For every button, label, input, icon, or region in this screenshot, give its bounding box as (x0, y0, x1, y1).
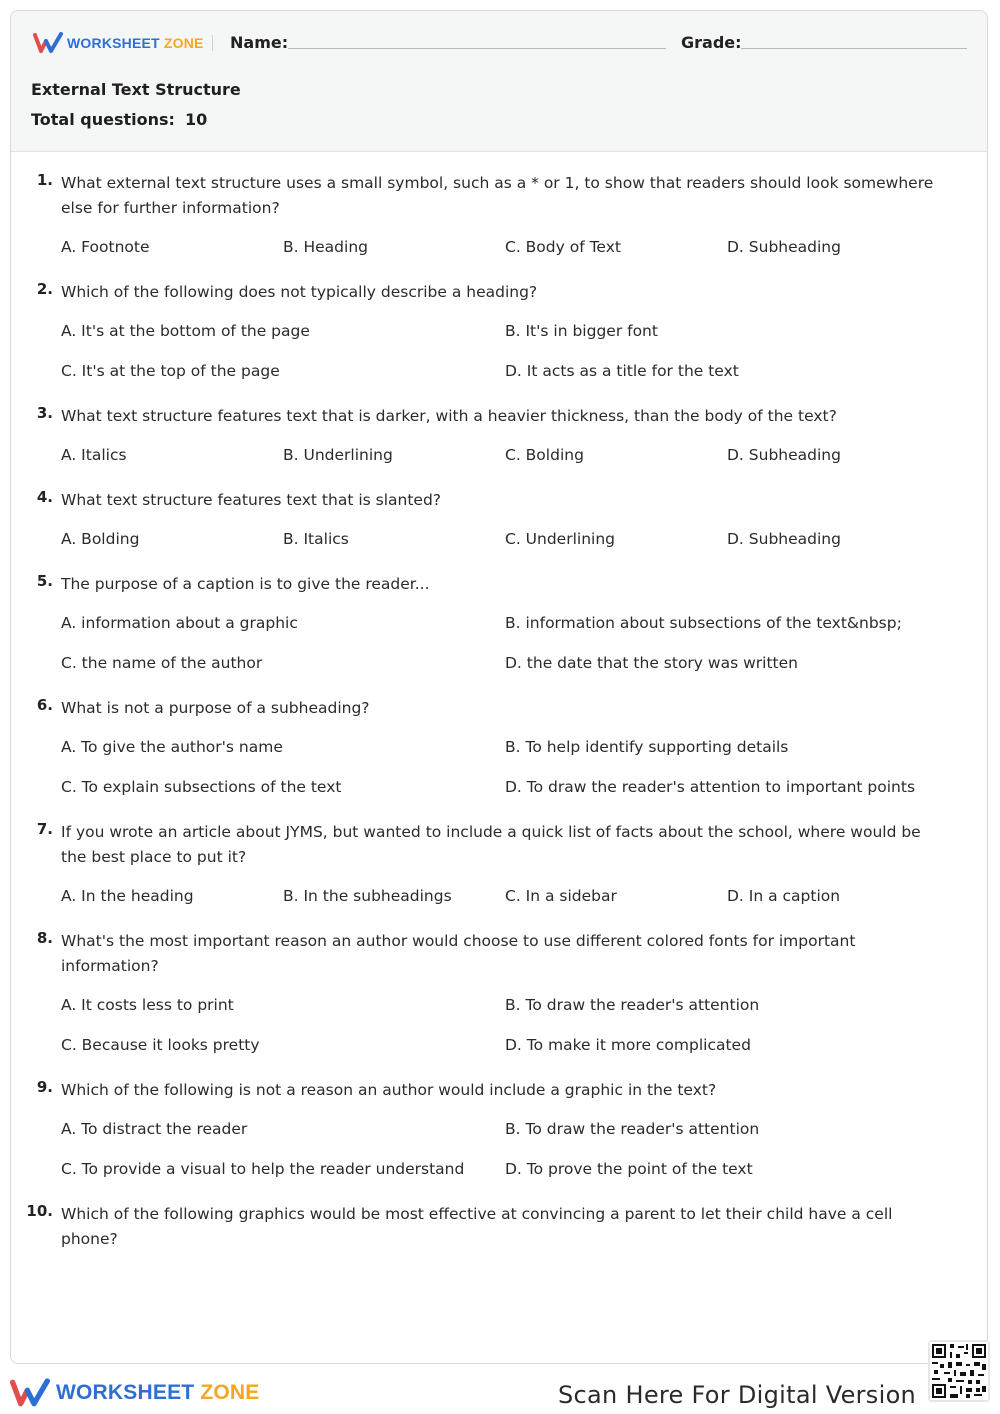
answer-option[interactable]: C. the name of the author (61, 654, 263, 672)
answer-option[interactable]: B. To help identify supporting details (505, 738, 789, 756)
total-questions-label: Total questions: (31, 110, 175, 129)
answer-option[interactable]: D. To prove the point of the text (505, 1160, 753, 1178)
answer-option[interactable]: B. In the subheadings (283, 887, 452, 905)
answer-option[interactable]: A. To distract the reader (61, 1120, 248, 1138)
answer-options (61, 884, 949, 909)
question-number: 6. (36, 696, 53, 714)
answer-option[interactable]: C. Body of Text (505, 238, 621, 256)
name-label: Name: (230, 33, 289, 52)
answer-option[interactable]: A. Footnote (61, 238, 150, 256)
question-number: 5. (36, 572, 53, 590)
total-questions-value: 10 (184, 110, 208, 129)
answer-option[interactable]: D. In a caption (727, 887, 841, 905)
question-list (11, 171, 988, 1272)
answer-option[interactable]: C. Underlining (505, 530, 615, 548)
answer-option[interactable]: D. To make it more complicated (505, 1036, 751, 1054)
answer-option[interactable]: C. Bolding (505, 446, 584, 464)
question-item (11, 820, 988, 909)
question-text: Which of the following does not typically describe a heading? (61, 283, 538, 301)
answer-options (61, 1117, 949, 1182)
question-text: What's the most important reason an author would choose to use different colored fonts for important information? (61, 932, 856, 975)
question-number: 2. (36, 280, 53, 298)
scan-instruction: Scan Here For Digital Version (558, 1381, 917, 1409)
question-item (11, 572, 988, 676)
question-number: 1. (36, 171, 53, 189)
answer-option[interactable]: C. To provide a visual to help the reader understand (61, 1160, 465, 1178)
grade-field[interactable] (741, 48, 967, 49)
question-number: 8. (36, 929, 53, 947)
worksheet-header (11, 11, 987, 152)
question-item (11, 488, 988, 552)
answer-options (61, 443, 949, 468)
answer-option[interactable]: A. It costs less to print (61, 996, 234, 1014)
question-item (11, 1078, 988, 1182)
question-text: Which of the following is not a reason an author would include a graphic in the text? (61, 1081, 717, 1099)
answer-option[interactable]: C. Because it looks pretty (61, 1036, 260, 1054)
header-divider (212, 35, 213, 51)
question-text: What text structure features text that is slanted? (61, 491, 442, 509)
answer-option[interactable]: B. Heading (283, 238, 368, 256)
answer-options (61, 993, 949, 1058)
answer-option[interactable]: B. information about subsections of the text&nbsp; (505, 614, 902, 632)
question-number: 4. (36, 488, 53, 506)
question-text: If you wrote an article about JYMS, but wanted to include a quick list of facts about the school, where would be the best place to put it? (61, 823, 921, 866)
question-number: 9. (36, 1078, 53, 1096)
brand-word-worksheet: WORKSHEET (56, 1381, 195, 1404)
question-item (11, 280, 988, 384)
answer-options (61, 235, 949, 260)
question-text: What is not a purpose of a subheading? (61, 699, 370, 717)
brand-word-zone: ZONE (163, 35, 204, 51)
answer-option[interactable]: B. Italics (283, 530, 349, 548)
answer-options (61, 527, 949, 552)
w-check-logo-icon (10, 1378, 50, 1408)
answer-option[interactable]: C. In a sidebar (505, 887, 617, 905)
question-text: Which of the following graphics would be most effective at convincing a parent to let their child have a cell phone? (61, 1205, 893, 1248)
question-text: What external text structure uses a small symbol, such as a * or 1, to show that readers should look somewhere else for further information? (61, 174, 934, 217)
answer-option[interactable]: C. To explain subsections of the text (61, 778, 342, 796)
footer-brand-logo (10, 1378, 260, 1408)
brand-word-zone: ZONE (200, 1381, 260, 1404)
answer-option[interactable]: A. In the heading (61, 887, 194, 905)
answer-option[interactable]: B. To draw the reader's attention (505, 1120, 760, 1138)
answer-option[interactable]: A. information about a graphic (61, 614, 298, 632)
worksheet-page (10, 10, 988, 1364)
answer-options (61, 611, 949, 676)
question-item (11, 696, 988, 800)
answer-option[interactable]: A. To give the author's name (61, 738, 283, 756)
answer-option[interactable]: D. Subheading (727, 446, 841, 464)
name-field[interactable] (288, 48, 666, 49)
question-number: 10. (26, 1202, 53, 1220)
question-item (11, 1202, 988, 1252)
brand-word-worksheet: WORKSHEET (67, 35, 160, 51)
question-text: The purpose of a caption is to give the reader... (61, 575, 430, 593)
brand-name (67, 35, 204, 51)
answer-option[interactable]: A. Italics (61, 446, 127, 464)
grade-label: Grade: (681, 33, 742, 52)
answer-option[interactable]: D. the date that the story was written (505, 654, 798, 672)
qr-code-icon[interactable] (928, 1340, 990, 1402)
question-item (11, 929, 988, 1058)
answer-options (61, 319, 949, 384)
answer-option[interactable]: B. It's in bigger font (505, 322, 658, 340)
answer-option[interactable]: D. Subheading (727, 238, 841, 256)
answer-option[interactable]: D. To draw the reader's attention to important points (505, 778, 916, 796)
footer-brand-name (56, 1381, 260, 1405)
page-footer (0, 1364, 1000, 1414)
answer-option[interactable]: D. It acts as a title for the text (505, 362, 739, 380)
worksheet-title: External Text Structure (31, 80, 241, 99)
w-check-logo-icon (33, 32, 63, 54)
question-text: What text structure features text that is darker, with a heavier thickness, than the body of the text? (61, 407, 837, 425)
answer-options (61, 735, 949, 800)
brand-logo (33, 31, 204, 55)
answer-option[interactable]: A. It's at the bottom of the page (61, 322, 310, 340)
answer-option[interactable]: B. Underlining (283, 446, 393, 464)
question-number: 7. (36, 820, 53, 838)
question-item (11, 404, 988, 468)
question-number: 3. (36, 404, 53, 422)
total-questions (31, 110, 207, 129)
answer-option[interactable]: D. Subheading (727, 530, 841, 548)
answer-option[interactable]: A. Bolding (61, 530, 140, 548)
answer-option[interactable]: B. To draw the reader's attention (505, 996, 760, 1014)
answer-option[interactable]: C. It's at the top of the page (61, 362, 280, 380)
question-item (11, 171, 988, 260)
